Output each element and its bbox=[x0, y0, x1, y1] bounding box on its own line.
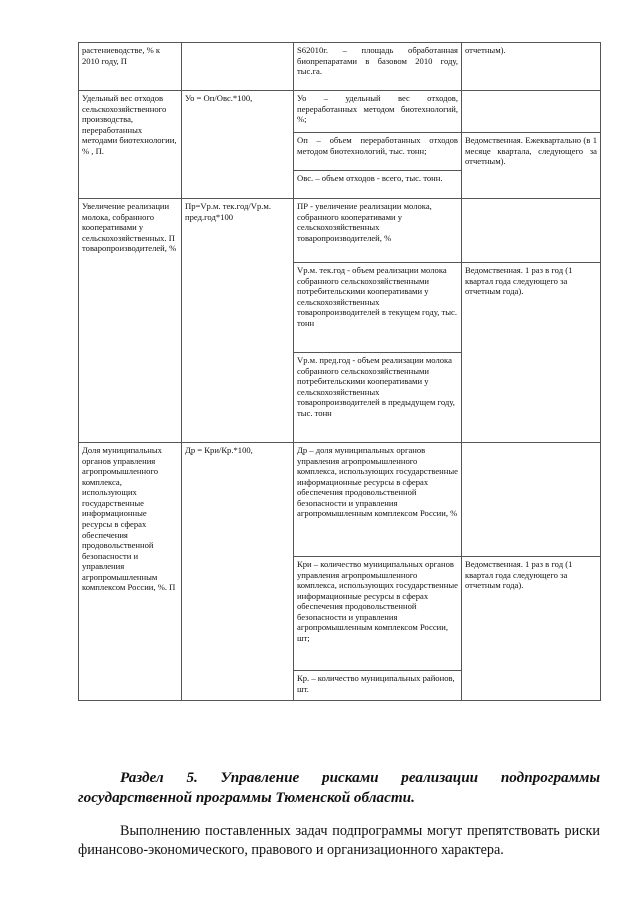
table-row bbox=[79, 43, 601, 91]
indicator-name-cell: Доля муниципальных органов управления агропромышленного комплекса, использующих государственные информационные ресурсы в сферах обеспечения продовольственной безопасности и управления агропромышленным комплексом России, %. П bbox=[79, 443, 182, 701]
data-source-cell: Ведомственная. 1 раз в год (1 квартал года следующего за отчетным года). bbox=[462, 263, 601, 443]
indicators-table bbox=[78, 42, 601, 701]
indicator-name-cell: Удельный вес отходов сельскохозяйственного производства, переработанных методами биотехнологии, % , П. bbox=[79, 91, 182, 199]
data-source-cell: отчетным). bbox=[462, 43, 601, 91]
table-row bbox=[79, 91, 601, 133]
indicators-table-container bbox=[78, 42, 600, 701]
table-row bbox=[79, 443, 601, 557]
variable-description-cell: Кр. – количество муниципальных районов, шт. bbox=[294, 671, 462, 701]
variable-description-cell: Овс. – объем отходов - всего, тыс. тонн. bbox=[294, 171, 462, 199]
formula-cell: Уо = Оп/Овс.*100, bbox=[182, 91, 294, 199]
indicator-name-cell: Увеличение реализации молока, собранного кооперативами у сельскохозяйственных. П товаропроизводителей, % bbox=[79, 199, 182, 443]
variable-description-cell: S62010г. – площадь обработанная биопрепаратами в базовом 2010 году, тыс.га. bbox=[294, 43, 462, 91]
formula-cell bbox=[182, 43, 294, 91]
indicator-name-cell: растениеводстве, % к 2010 году, П bbox=[79, 43, 182, 91]
data-source-cell: Ведомственная. 1 раз в год (1 квартал года следующего за отчетным года). bbox=[462, 557, 601, 701]
body-paragraph bbox=[78, 822, 600, 861]
body-paragraph-text: Выполнению поставленных задач подпрограммы могут препятствовать риски финансово-экономического, правового и организационного характера. bbox=[78, 823, 600, 859]
variable-description-cell: Оп – объем переработанных отходов методом биотехнологий, тыс. тонн; bbox=[294, 133, 462, 171]
variable-description-cell: Уо – удельный вес отходов, переработанных методом биотехнологий, %; bbox=[294, 91, 462, 133]
variable-description-cell: ПР - увеличение реализации молока, собранного кооперативами у сельскохозяйственных товаропроизводителей, % bbox=[294, 199, 462, 263]
formula-cell: Др = Кри/Кр.*100, bbox=[182, 443, 294, 701]
table-row bbox=[79, 199, 601, 263]
data-source-cell: Ведомственная. Ежеквартально (в 1 месяце квартала, следующего за отчетным). bbox=[462, 133, 601, 199]
variable-description-cell: Vр.м. тек.год - объем реализации молока собранного сельскохозяйственными потребительскими кооперативами у сельскохозяйственных товаропроизводителей в текущем году, тыс. тонн bbox=[294, 263, 462, 353]
formula-cell: Пр=Vр.м. тек.год/Vр.м. пред.год*100 bbox=[182, 199, 294, 443]
variable-description-cell: Др – доля муниципальных органов управления агропромышленного комплекса, использующих государственные информационные ресурсы в сферах обеспечения продовольственной безопасности и управления агропромышленным комплексом России, % bbox=[294, 443, 462, 557]
variable-description-cell: Vр.м. пред.год - объем реализации молока собранного сельскохозяйственными потребительскими кооперативами у сельскохозяйственных товаропроизводителей в предыдущем году, тыс. тонн bbox=[294, 353, 462, 443]
data-source-cell bbox=[462, 91, 601, 133]
data-source-cell bbox=[462, 199, 601, 263]
variable-description-cell: Кри – количество муниципальных органов управления агропромышленного комплекса, использующих государственные информационные ресурсы в сферах обеспечения продовольственной безопасности и управления агропромышленным комплексом России, шт; bbox=[294, 557, 462, 671]
section-heading-text: Раздел 5. Управление рисками реализации подпрограммы государственной программы Тюменской области. bbox=[78, 769, 600, 807]
section-heading bbox=[78, 768, 600, 808]
data-source-cell bbox=[462, 443, 601, 557]
